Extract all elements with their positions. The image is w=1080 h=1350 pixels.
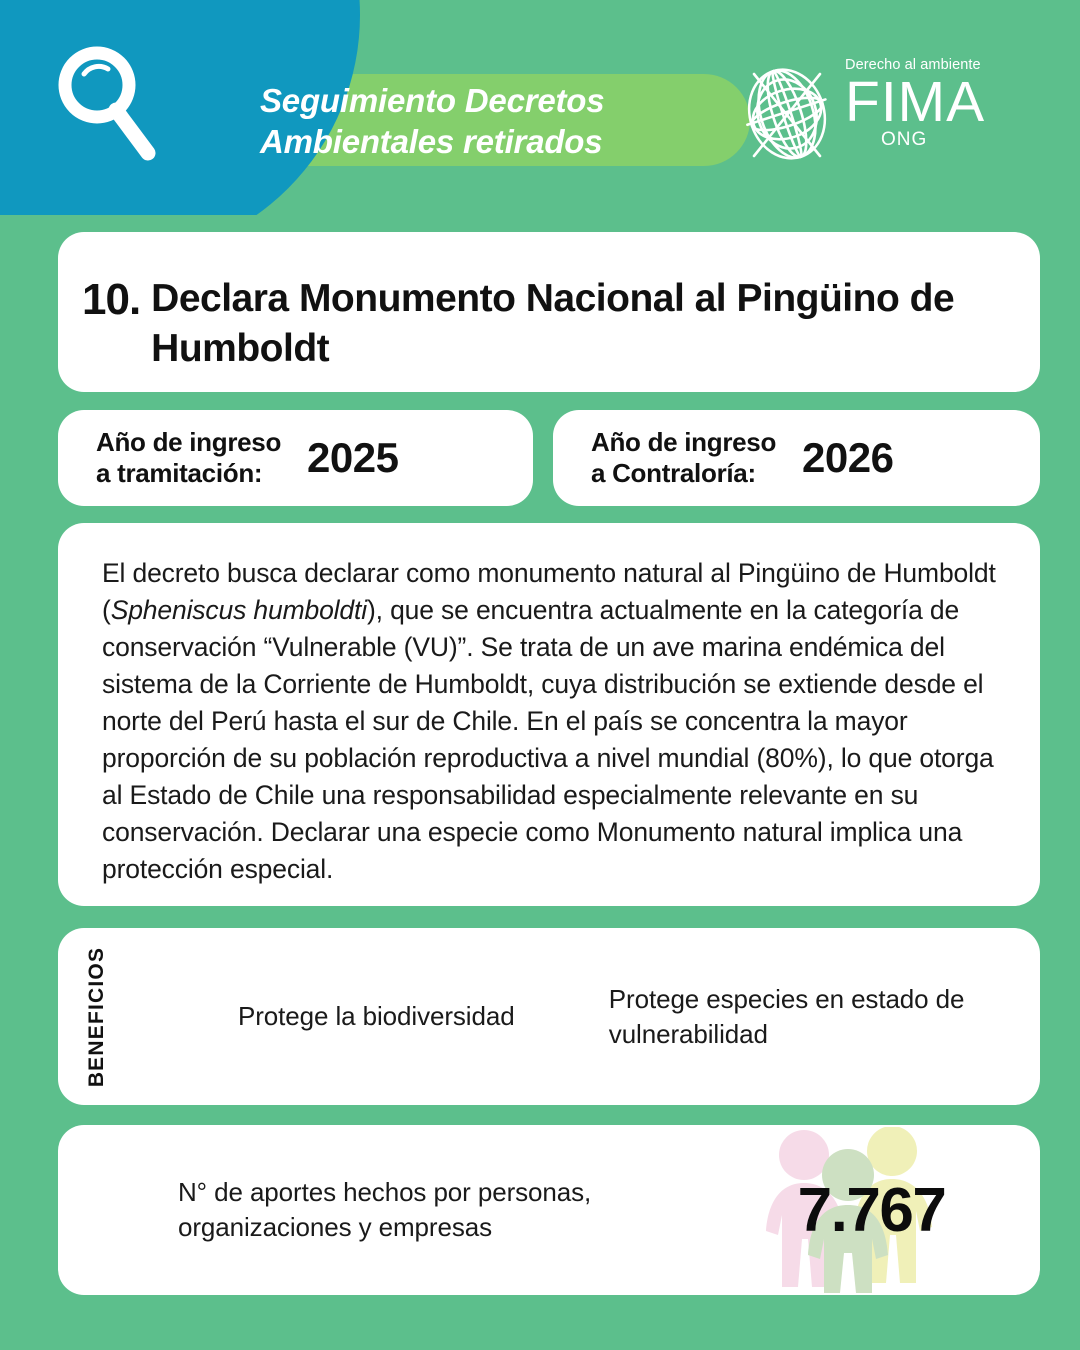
- magnifier-icon: [50, 40, 165, 165]
- banner-title-line1: Seguimiento Decretos: [260, 82, 605, 119]
- banner-title: [260, 80, 740, 162]
- logo-tagline: Derecho al ambiente: [845, 57, 981, 73]
- contributions-value: 7.767: [797, 1176, 946, 1245]
- decree-title-card: [58, 232, 1040, 392]
- year-value-tramitacion: 2025: [307, 434, 399, 481]
- header-banner: [0, 0, 1080, 215]
- year-value-contraloria: 2026: [802, 434, 894, 481]
- year-label-line2: a Contraloría:: [591, 458, 756, 488]
- benefits-card: [58, 928, 1040, 1105]
- decree-number: 10.: [82, 275, 141, 324]
- year-label-line1: Año de ingreso: [591, 427, 777, 457]
- fima-logo: [740, 58, 1040, 168]
- year-label-line1: Año de ingreso: [96, 427, 282, 457]
- year-card-contraloria: [553, 410, 1040, 506]
- contributions-card: [58, 1125, 1040, 1295]
- year-label-line2: a tramitación:: [96, 458, 263, 488]
- contributions-label: N° de aportes hechos por personas, organizaciones y empresas: [178, 1177, 592, 1242]
- benefits-section-label: [80, 928, 114, 1105]
- year-label-tramitacion: [96, 427, 281, 489]
- banner-title-line2: Ambientales retirados: [260, 123, 603, 160]
- description-text: [58, 523, 1040, 888]
- benefits-section-label-text: BENEFICIOS: [85, 946, 109, 1087]
- benefit-item: Protege la biodiversidad: [238, 1001, 515, 1031]
- logo-subtitle: ONG: [880, 128, 928, 150]
- decree-title: Declara Monumento Nacional al Pingüino de Humboldt: [151, 277, 955, 370]
- description-part2: ), que se encuentra actualmente en la categoría de conservación “Vulnerable (VU)”. Se trata de un ave marina endémica del sistema de la Corriente de Humboldt, cuya distribución se extiende desde el norte del Perú hasta el sur de Chile. En el país se concentra la mayor proporción de su población reproductiva a nivel mundial (80%), lo que otorga al Estado de Chile una responsabilidad especialmente relevante en su conservación. Declarar una especie como Monumento natural implica una protección especial.: [102, 595, 994, 884]
- year-label-contraloria: [591, 427, 776, 489]
- logo-wordmark: FIMA: [845, 69, 986, 134]
- description-part1: El decreto busca declarar como monumento natural al Pingüino de Humboldt (: [102, 558, 996, 625]
- description-card: [58, 523, 1040, 906]
- species-name: Spheniscus humboldti: [110, 595, 367, 625]
- benefit-item: Protege especies en estado de vulnerabilidad: [608, 983, 965, 1049]
- year-card-tramitacion: [58, 410, 533, 506]
- globe-mesh-icon: [740, 60, 835, 165]
